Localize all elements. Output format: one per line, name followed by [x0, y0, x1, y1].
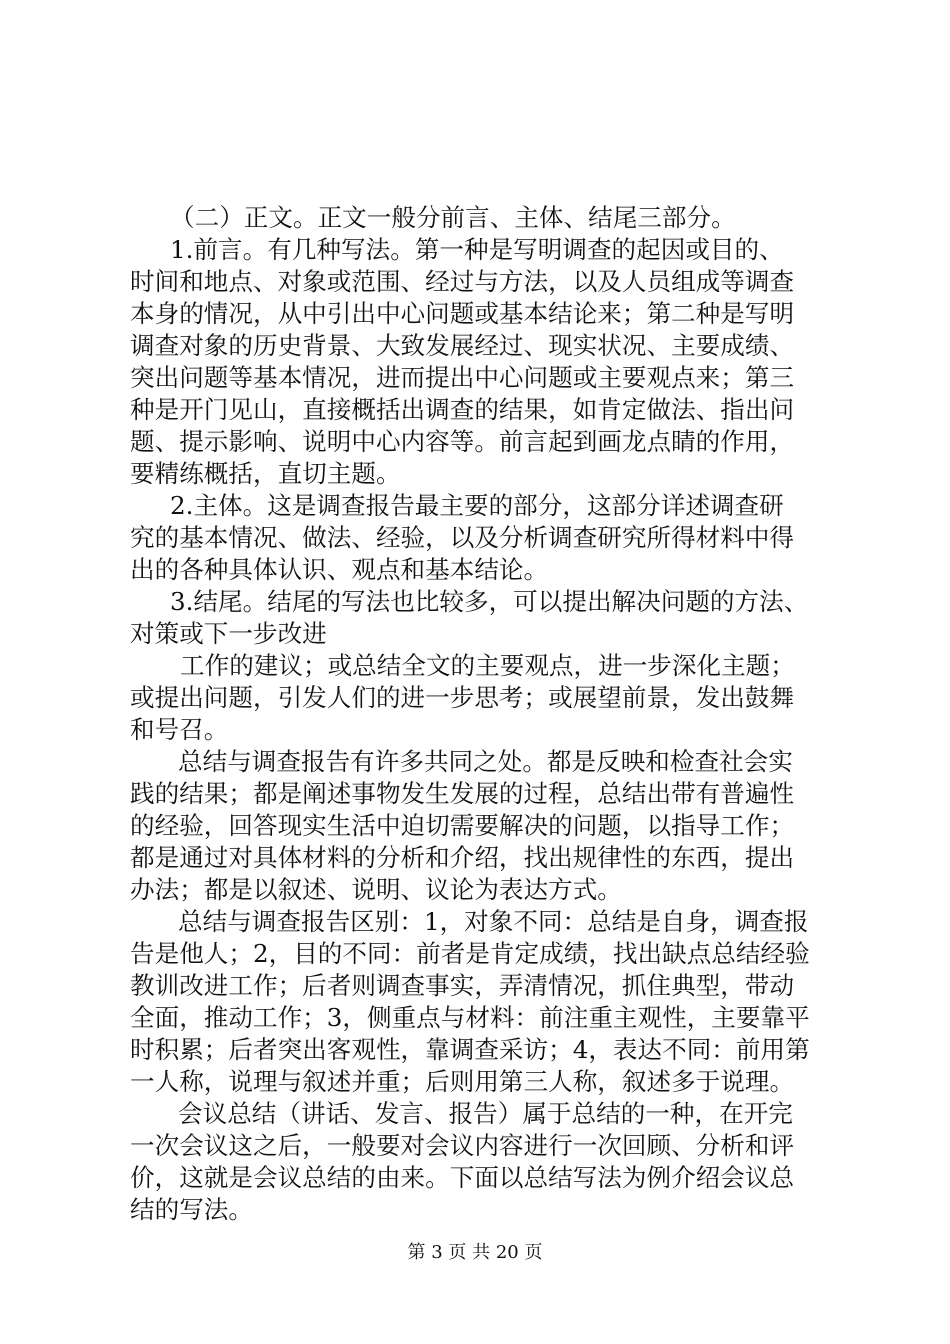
- paragraph-line: 都是通过对具体材料的分析和介绍，找出规律性的东西，提出: [130, 843, 795, 872]
- paragraph-line: 结的写法。: [130, 1195, 253, 1224]
- paragraph-line: 究的基本情况、做法、经验，以及分析调查研究所得材料中得: [130, 523, 795, 552]
- paragraph-line: 时间和地点、对象或范围、经过与方法，以及人员组成等调查: [130, 267, 795, 296]
- paragraph-line: 一次会议这之后，一般要对会议内容进行一次回顾、分析和评: [130, 1131, 795, 1160]
- paragraph-line: 一人称，说理与叙述并重；后则用第三人称，叙述多于说理。: [130, 1067, 795, 1096]
- paragraph-line: 或提出问题，引发人们的进一步思考；或展望前景，发出鼓舞: [130, 683, 795, 712]
- paragraph-line: 2.主体。这是调查报告最主要的部分，这部分详述调查研: [170, 491, 784, 520]
- paragraph-line: 种是开门见山，直接概括出调查的结果，如肯定做法、指出问: [130, 395, 795, 424]
- paragraph-line: 要精练概括，直切主题。: [130, 459, 401, 488]
- paragraph-line: 时积累；后者突出客观性，靠调查采访；4，表达不同：前用第: [130, 1035, 810, 1064]
- paragraph-line: 会议总结（讲话、发言、报告）属于总结的一种，在开完: [178, 1099, 793, 1128]
- paragraph-line: 和号召。: [130, 715, 229, 744]
- paragraph-line: 总结与调查报告有许多共同之处。都是反映和检查社会实: [178, 747, 793, 776]
- paragraph-line: 全面，推动工作；3，侧重点与材料：前注重主观性，主要靠平: [130, 1003, 810, 1032]
- paragraph-line: 1.前言。有几种写法。第一种是写明调查的起因或目的、: [170, 235, 784, 264]
- paragraph-line: 本身的情况，从中引出中心问题或基本结论来；第二种是写明: [130, 299, 795, 328]
- paragraph-line: 题、提示影响、说明中心内容等。前言起到画龙点睛的作用，: [130, 427, 795, 456]
- paragraph-line: 践的结果；都是阐述事物发生发展的过程，总结出带有普遍性: [130, 779, 795, 808]
- paragraph-line: 教训改进工作；后者则调查事实，弄清情况，抓住典型，带动: [130, 971, 795, 1000]
- paragraph-line: 告是他人；2，目的不同：前者是肯定成绩，找出缺点总结经验: [130, 939, 810, 968]
- paragraph-line: （二）正文。正文一般分前言、主体、结尾三部分。: [170, 203, 736, 232]
- paragraph-line: 总结与调查报告区别：1，对象不同：总结是自身，调查报: [178, 907, 809, 936]
- paragraph-line: 办法；都是以叙述、说明、议论为表达方式。: [130, 875, 622, 904]
- paragraph-line: 3.结尾。结尾的写法也比较多，可以提出解决问题的方法、: [170, 587, 809, 616]
- paragraph-line: 调查对象的历史背景、大致发展经过、现实状况、主要成绩、: [130, 331, 795, 360]
- paragraph-line: 对策或下一步改进: [130, 619, 327, 648]
- paragraph-line: 突出问题等基本情况，进而提出中心问题或主要观点来；第三: [130, 363, 795, 392]
- paragraph-line: 工作的建议；或总结全文的主要观点，进一步深化主题；: [180, 651, 795, 680]
- page-number-footer: 第 3 页 共 20 页: [407, 1242, 543, 1263]
- paragraph-line: 的经验，回答现实生活中迫切需要解决的问题，以指导工作；: [130, 811, 795, 840]
- paragraph-line: 价，这就是会议总结的由来。下面以总结写法为例介绍会议总: [130, 1163, 795, 1192]
- paragraph-line: 出的各种具体认识、观点和基本结论。: [130, 555, 549, 584]
